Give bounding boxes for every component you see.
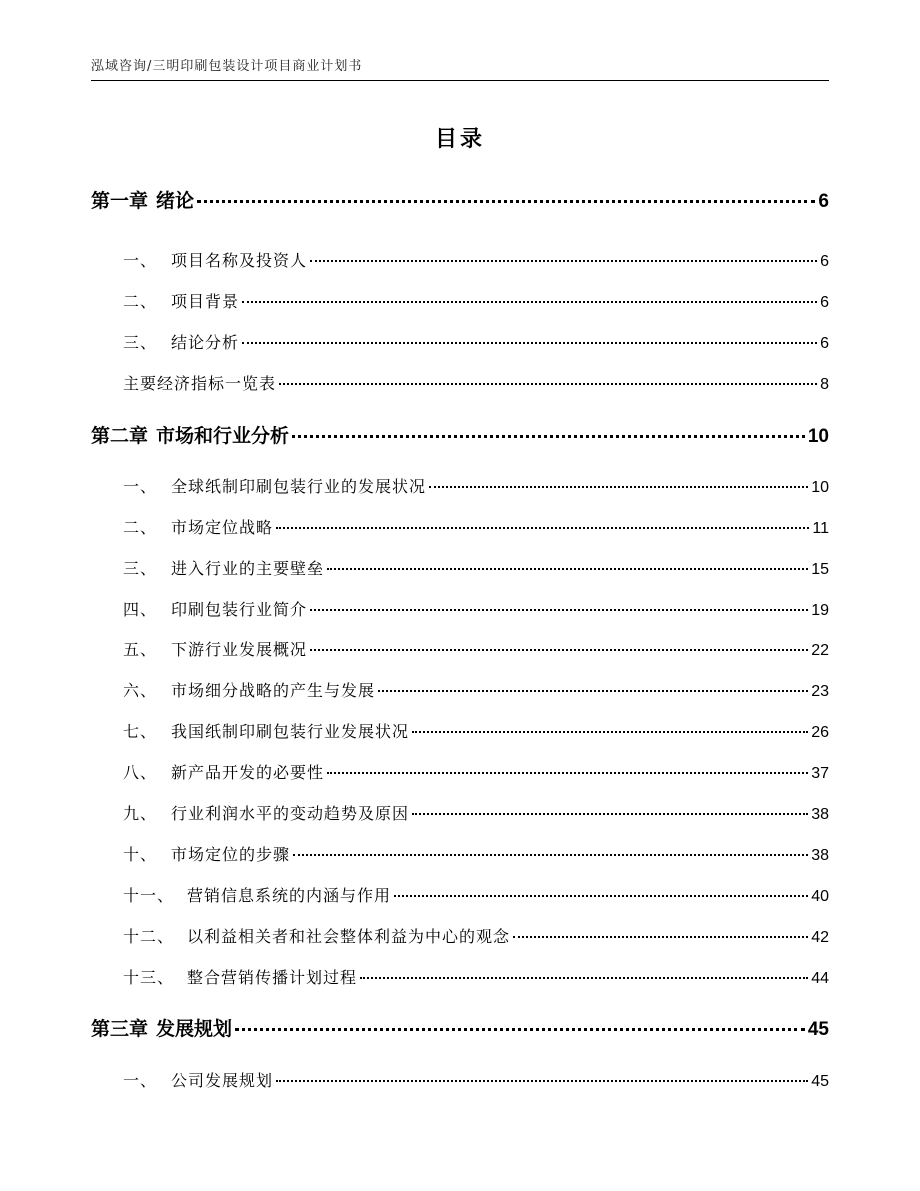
toc-section-3-1[interactable] bbox=[123, 1068, 829, 1091]
toc-section-2-6[interactable] bbox=[123, 678, 829, 701]
toc-page-number: 45 bbox=[807, 1019, 829, 1040]
toc-entry-label: 五、 下游行业发展概况 bbox=[123, 640, 308, 659]
dot-leader bbox=[279, 383, 817, 385]
toc-entry-label: 一、 公司发展规划 bbox=[123, 1071, 274, 1090]
dot-leader bbox=[327, 568, 808, 570]
dot-leader bbox=[360, 977, 808, 979]
dot-leader bbox=[242, 342, 817, 344]
toc-entry-label: 第二章 市场和行业分析 bbox=[91, 425, 290, 447]
dot-leader bbox=[293, 854, 808, 856]
toc-entry-label: 二、 市场定位战略 bbox=[123, 518, 274, 537]
toc-section-1-3[interactable] bbox=[123, 330, 829, 353]
header-rule bbox=[91, 80, 829, 81]
toc-section-2-9[interactable] bbox=[123, 801, 829, 824]
dot-leader bbox=[292, 435, 805, 438]
dot-leader bbox=[242, 301, 817, 303]
dot-leader bbox=[197, 200, 815, 203]
toc-entry-label: 一、 全球纸制印刷包装行业的发展状况 bbox=[123, 477, 427, 496]
dot-leader bbox=[513, 936, 808, 938]
dot-leader bbox=[378, 690, 808, 692]
toc-section-2-12[interactable] bbox=[123, 924, 829, 947]
toc-page-number: 8 bbox=[820, 376, 829, 393]
toc-section-2-4[interactable] bbox=[123, 597, 829, 620]
running-header: 泓域咨询/三明印刷包装设计项目商业计划书 bbox=[91, 59, 363, 74]
toc-section-2-8[interactable] bbox=[123, 760, 829, 783]
toc-section-2-13[interactable] bbox=[123, 965, 829, 988]
toc-entry-label: 四、 印刷包装行业简介 bbox=[123, 600, 308, 619]
toc-entry-label: 七、 我国纸制印刷包装行业发展状况 bbox=[123, 722, 410, 741]
toc-entry-label: 九、 行业利润水平的变动趋势及原因 bbox=[123, 804, 410, 823]
toc-page-number: 6 bbox=[820, 294, 829, 311]
toc-page-number: 6 bbox=[820, 253, 829, 270]
toc-entry-label: 十、 市场定位的步骤 bbox=[123, 845, 291, 864]
toc-page-number: 40 bbox=[811, 888, 829, 905]
toc-entry-label: 十二、 以利益相关者和社会整体利益为中心的观念 bbox=[123, 927, 511, 946]
toc-page-number: 23 bbox=[811, 683, 829, 700]
toc-entry-label: 主要经济指标一览表 bbox=[123, 374, 277, 393]
toc-entry-label: 六、 市场细分战略的产生与发展 bbox=[123, 681, 376, 700]
dot-leader bbox=[276, 527, 809, 529]
toc-entry-label: 十一、 营销信息系统的内涵与作用 bbox=[123, 886, 392, 905]
dot-leader bbox=[310, 649, 808, 651]
toc-entry-label: 十三、 整合营销传播计划过程 bbox=[123, 968, 358, 987]
toc-entry-label: 一、 项目名称及投资人 bbox=[123, 251, 308, 270]
dot-leader bbox=[429, 486, 808, 488]
toc-entry-label: 二、 项目背景 bbox=[123, 292, 240, 311]
toc-page-number: 38 bbox=[811, 806, 829, 823]
toc-section-2-1[interactable] bbox=[123, 474, 829, 497]
toc-section-2-11[interactable] bbox=[123, 883, 829, 906]
dot-leader bbox=[310, 260, 817, 262]
toc-entry-label: 第三章 发展规划 bbox=[91, 1018, 233, 1040]
toc-section-1-table[interactable] bbox=[123, 371, 829, 394]
toc-page-number: 22 bbox=[811, 642, 829, 659]
toc-page-number: 19 bbox=[811, 602, 829, 619]
toc-title: 目录 bbox=[434, 127, 485, 152]
dot-leader bbox=[276, 1080, 808, 1082]
toc-section-2-3[interactable] bbox=[123, 556, 829, 579]
toc-page-number: 15 bbox=[811, 561, 829, 578]
toc-chapter-3[interactable] bbox=[91, 1014, 829, 1041]
toc-section-1-2[interactable] bbox=[123, 289, 829, 312]
dot-leader bbox=[235, 1028, 805, 1031]
toc-section-2-2[interactable] bbox=[123, 515, 829, 538]
toc-entry-label: 八、 新产品开发的必要性 bbox=[123, 763, 325, 782]
toc-section-2-10[interactable] bbox=[123, 842, 829, 865]
toc-page-number: 44 bbox=[811, 970, 829, 987]
dot-leader bbox=[412, 813, 808, 815]
toc-page-number: 37 bbox=[811, 765, 829, 782]
dot-leader bbox=[310, 609, 808, 611]
toc-page-number: 38 bbox=[811, 847, 829, 864]
toc-page-number: 26 bbox=[811, 724, 829, 741]
toc-chapter-2[interactable] bbox=[91, 421, 829, 448]
toc-chapter-1[interactable] bbox=[91, 186, 829, 213]
dot-leader bbox=[327, 772, 808, 774]
toc-section-2-7[interactable] bbox=[123, 719, 829, 742]
toc-page-number: 45 bbox=[811, 1073, 829, 1090]
toc-entry-label: 三、 结论分析 bbox=[123, 333, 240, 352]
toc-page-number: 42 bbox=[811, 929, 829, 946]
toc-page-number: 6 bbox=[820, 335, 829, 352]
toc-section-1-1[interactable] bbox=[123, 248, 829, 271]
toc-section-2-5[interactable] bbox=[123, 637, 829, 660]
dot-leader bbox=[412, 731, 808, 733]
toc-page-number: 10 bbox=[811, 479, 829, 496]
toc-page-number: 11 bbox=[812, 520, 829, 537]
toc-page-number: 6 bbox=[818, 191, 829, 212]
toc-entry-label: 三、 进入行业的主要壁垒 bbox=[123, 559, 325, 578]
toc-page-number: 10 bbox=[807, 426, 829, 447]
toc-entry-label: 第一章 绪论 bbox=[91, 190, 195, 212]
dot-leader bbox=[394, 895, 808, 897]
